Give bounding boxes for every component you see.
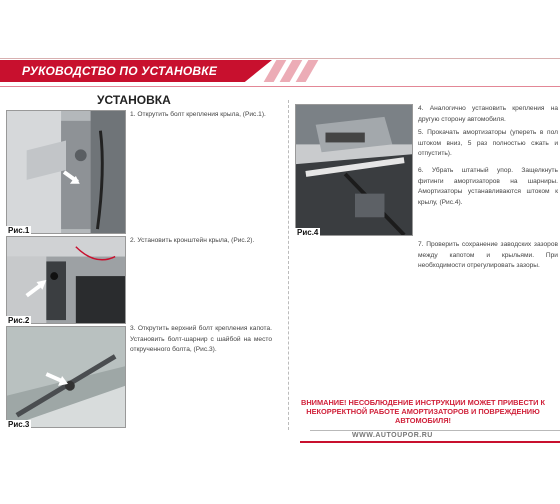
step-4-text: 4. Аналогично установить крепления на другую сторону автомобиля. bbox=[418, 105, 558, 123]
warning-text: ВНИМАНИЕ! НЕСОБЛЮДЕНИЕ ИНСТРУКЦИИ МОЖЕТ ПРИВЕСТИ К НЕКОРРЕКТНОЙ РАБОТЕ АМОРТИЗАТОРОВ И ПОВРЕЖДЕНИЮ АВТОМОБИЛЯ! bbox=[300, 398, 545, 425]
step-5-text: 5. Прокачать амортизаторы (упереть в пол штоком вниз, 5 раз полностью сжать и отпустить). bbox=[418, 129, 558, 157]
figure-1-label: Рис.1 bbox=[8, 226, 30, 235]
figure-4-label: Рис.4 bbox=[297, 228, 319, 237]
step-1-text: 1. Открутить болт крепления крыла, (Рис.1). bbox=[130, 111, 266, 118]
page-title: РУКОВОДСТВО ПО УСТАНОВКЕ bbox=[22, 64, 218, 78]
footer-bar bbox=[300, 441, 560, 443]
step-7-text: 7. Проверить сохранение заводских зазоров между капотом и крыльями. При необходимости отрегулировать зазоры. bbox=[418, 241, 558, 269]
footer-line bbox=[310, 430, 560, 431]
footer-url: WWW.AUTOUPOR.RU bbox=[352, 432, 433, 439]
figure-3-label: Рис.3 bbox=[8, 420, 30, 429]
section-title: УСТАНОВКА bbox=[97, 93, 171, 107]
step-3-text: 3. Открутить верхний болт крепления капота. Установить болт-шарнир с шайбой на место открученного болта, (Рис.3). bbox=[130, 325, 272, 353]
header-top-line bbox=[0, 58, 560, 59]
figure-2-photo bbox=[6, 236, 126, 324]
figure-1-photo bbox=[6, 110, 126, 234]
figure-3-photo bbox=[6, 326, 126, 428]
header-underline bbox=[0, 86, 560, 87]
figure-4-photo bbox=[295, 104, 413, 236]
step-2-text: 2. Установить кронштейн крыла, (Рис.2). bbox=[130, 237, 255, 244]
column-divider bbox=[288, 100, 289, 430]
step-6-text: 6. Убрать штатный упор. Защелкнуть фитинги амортизаторов на шарниры. Амортизаторы устанавливаются штоком к крылу, (Рис.4). bbox=[418, 167, 558, 206]
figure-2-label: Рис.2 bbox=[8, 316, 30, 325]
